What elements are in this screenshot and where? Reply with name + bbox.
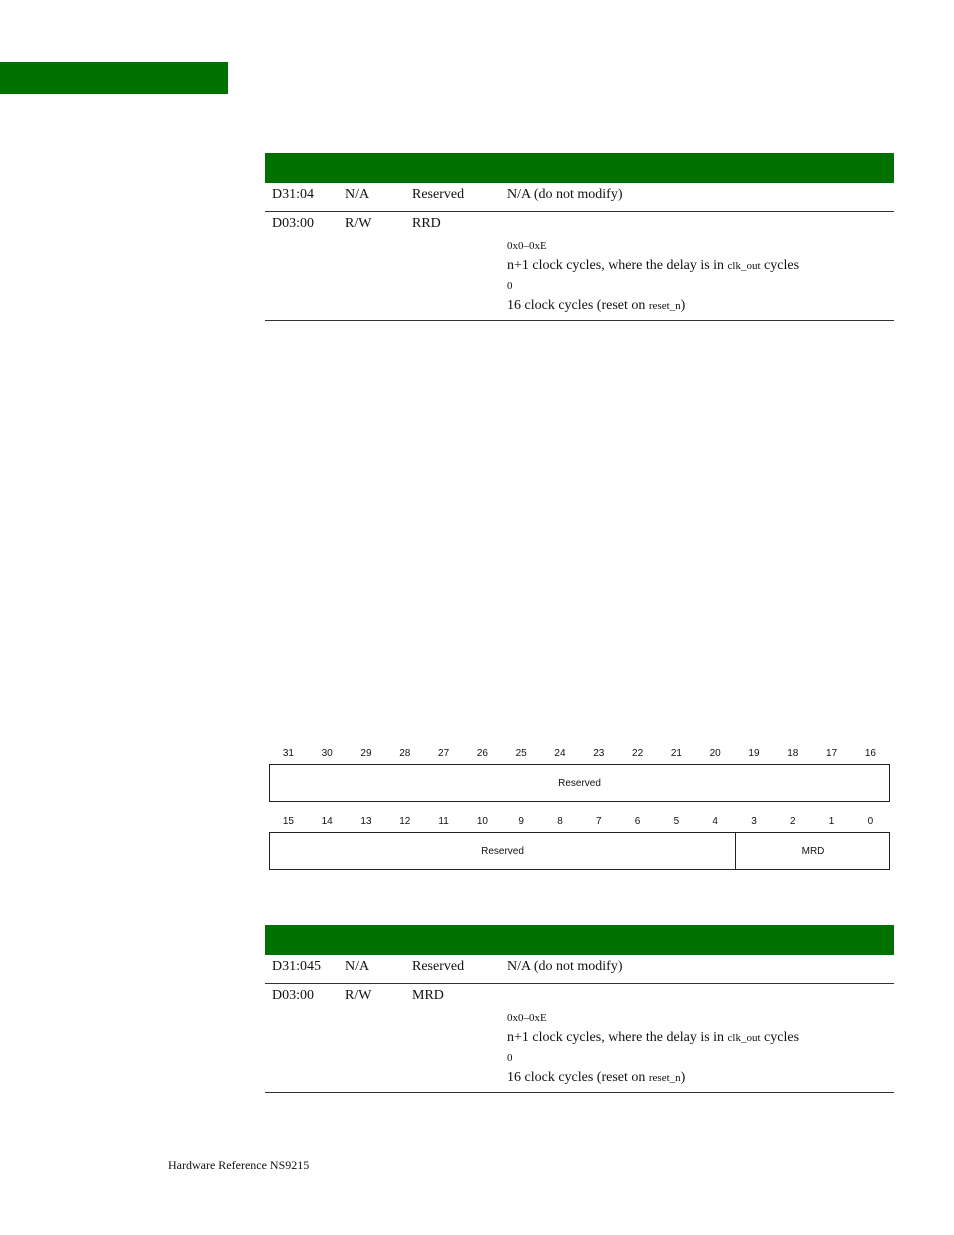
register-table-1 bbox=[265, 153, 894, 321]
table-row bbox=[265, 984, 894, 1093]
bit-number: 0 bbox=[867, 816, 874, 827]
bit-number: 3 bbox=[751, 816, 757, 827]
bit-number: 18 bbox=[787, 748, 799, 759]
value-label: 0 bbox=[507, 280, 513, 292]
access-cell: R/W bbox=[345, 216, 372, 231]
table-header bbox=[265, 153, 894, 183]
value-label: 0x0–0xE bbox=[507, 1012, 547, 1024]
register-upper-half bbox=[269, 764, 890, 802]
bit-number: 2 bbox=[790, 816, 796, 827]
register-lower-half bbox=[269, 832, 890, 870]
mnemonic-cell: MRD bbox=[412, 988, 444, 1003]
bit-number: 28 bbox=[399, 748, 411, 759]
bit-number: 7 bbox=[596, 816, 602, 827]
access-cell: R/W bbox=[345, 988, 372, 1003]
bit-number: 17 bbox=[826, 748, 838, 759]
bit-number: 8 bbox=[557, 816, 563, 827]
bits-cell: D31:04 bbox=[272, 187, 314, 202]
value-description: n+1 clock cycles, where the delay is in clk_out cycles bbox=[507, 1030, 800, 1045]
bit-number: 24 bbox=[554, 748, 566, 759]
value-label: 0x0–0xE bbox=[507, 240, 547, 252]
bit-numbers-lower bbox=[269, 816, 890, 830]
access-cell: N/A bbox=[345, 959, 370, 974]
mnemonic-cell: Reserved bbox=[412, 187, 465, 202]
bit-number: 23 bbox=[593, 748, 605, 759]
mnemonic-cell: RRD bbox=[412, 216, 441, 231]
register-table-2 bbox=[265, 925, 894, 1093]
bits-cell: D03:00 bbox=[272, 988, 314, 1003]
bit-number: 21 bbox=[670, 748, 682, 759]
description-cell: N/A (do not modify) bbox=[507, 959, 623, 974]
bit-number: 9 bbox=[518, 816, 524, 827]
description-cell bbox=[507, 1008, 799, 1088]
bit-number: 13 bbox=[360, 816, 372, 827]
bits-cell: D03:00 bbox=[272, 216, 314, 231]
field-reserved-upper: Reserved bbox=[558, 777, 601, 789]
bit-number: 6 bbox=[634, 816, 641, 827]
bits-cell: D31:045 bbox=[272, 959, 321, 974]
value-description: 16 clock cycles (reset on reset_n) bbox=[507, 1070, 686, 1085]
bit-number: 26 bbox=[476, 748, 488, 759]
description-cell: N/A (do not modify) bbox=[507, 187, 623, 202]
chapter-tab bbox=[0, 62, 228, 94]
bit-number: 11 bbox=[438, 816, 449, 827]
bit-number: 1 bbox=[828, 816, 835, 827]
bit-numbers-upper bbox=[269, 748, 890, 762]
table-row bbox=[265, 955, 894, 984]
mnemonic-cell: Reserved bbox=[412, 959, 465, 974]
bit-number: 29 bbox=[360, 748, 372, 759]
field-mrd: MRD bbox=[735, 833, 890, 869]
bit-number: 25 bbox=[515, 748, 527, 759]
bit-number: 12 bbox=[399, 816, 411, 827]
value-label: 0 bbox=[507, 1052, 513, 1064]
description-cell bbox=[507, 236, 799, 316]
bit-number: 27 bbox=[438, 748, 450, 759]
value-description: 16 clock cycles (reset on reset_n) bbox=[507, 298, 686, 313]
value-description: n+1 clock cycles, where the delay is in clk_out cycles bbox=[507, 258, 800, 273]
bit-number: 31 bbox=[282, 748, 294, 759]
bit-number: 15 bbox=[282, 816, 294, 827]
bit-number: 4 bbox=[712, 816, 718, 827]
bit-number: 14 bbox=[321, 816, 333, 827]
table-row bbox=[265, 183, 894, 212]
bit-number: 20 bbox=[709, 748, 721, 759]
bit-number: 30 bbox=[321, 748, 333, 759]
bit-number: 16 bbox=[864, 748, 876, 759]
access-cell: N/A bbox=[345, 187, 370, 202]
table-header bbox=[265, 925, 894, 955]
field-reserved-lower: Reserved bbox=[481, 845, 524, 857]
bit-number: 10 bbox=[476, 816, 488, 827]
table-row bbox=[265, 212, 894, 321]
bit-number: 22 bbox=[632, 748, 644, 759]
bit-number: 5 bbox=[673, 816, 680, 827]
bit-number: 19 bbox=[748, 748, 760, 759]
page-footer: Hardware Reference NS9215 bbox=[168, 1158, 310, 1172]
